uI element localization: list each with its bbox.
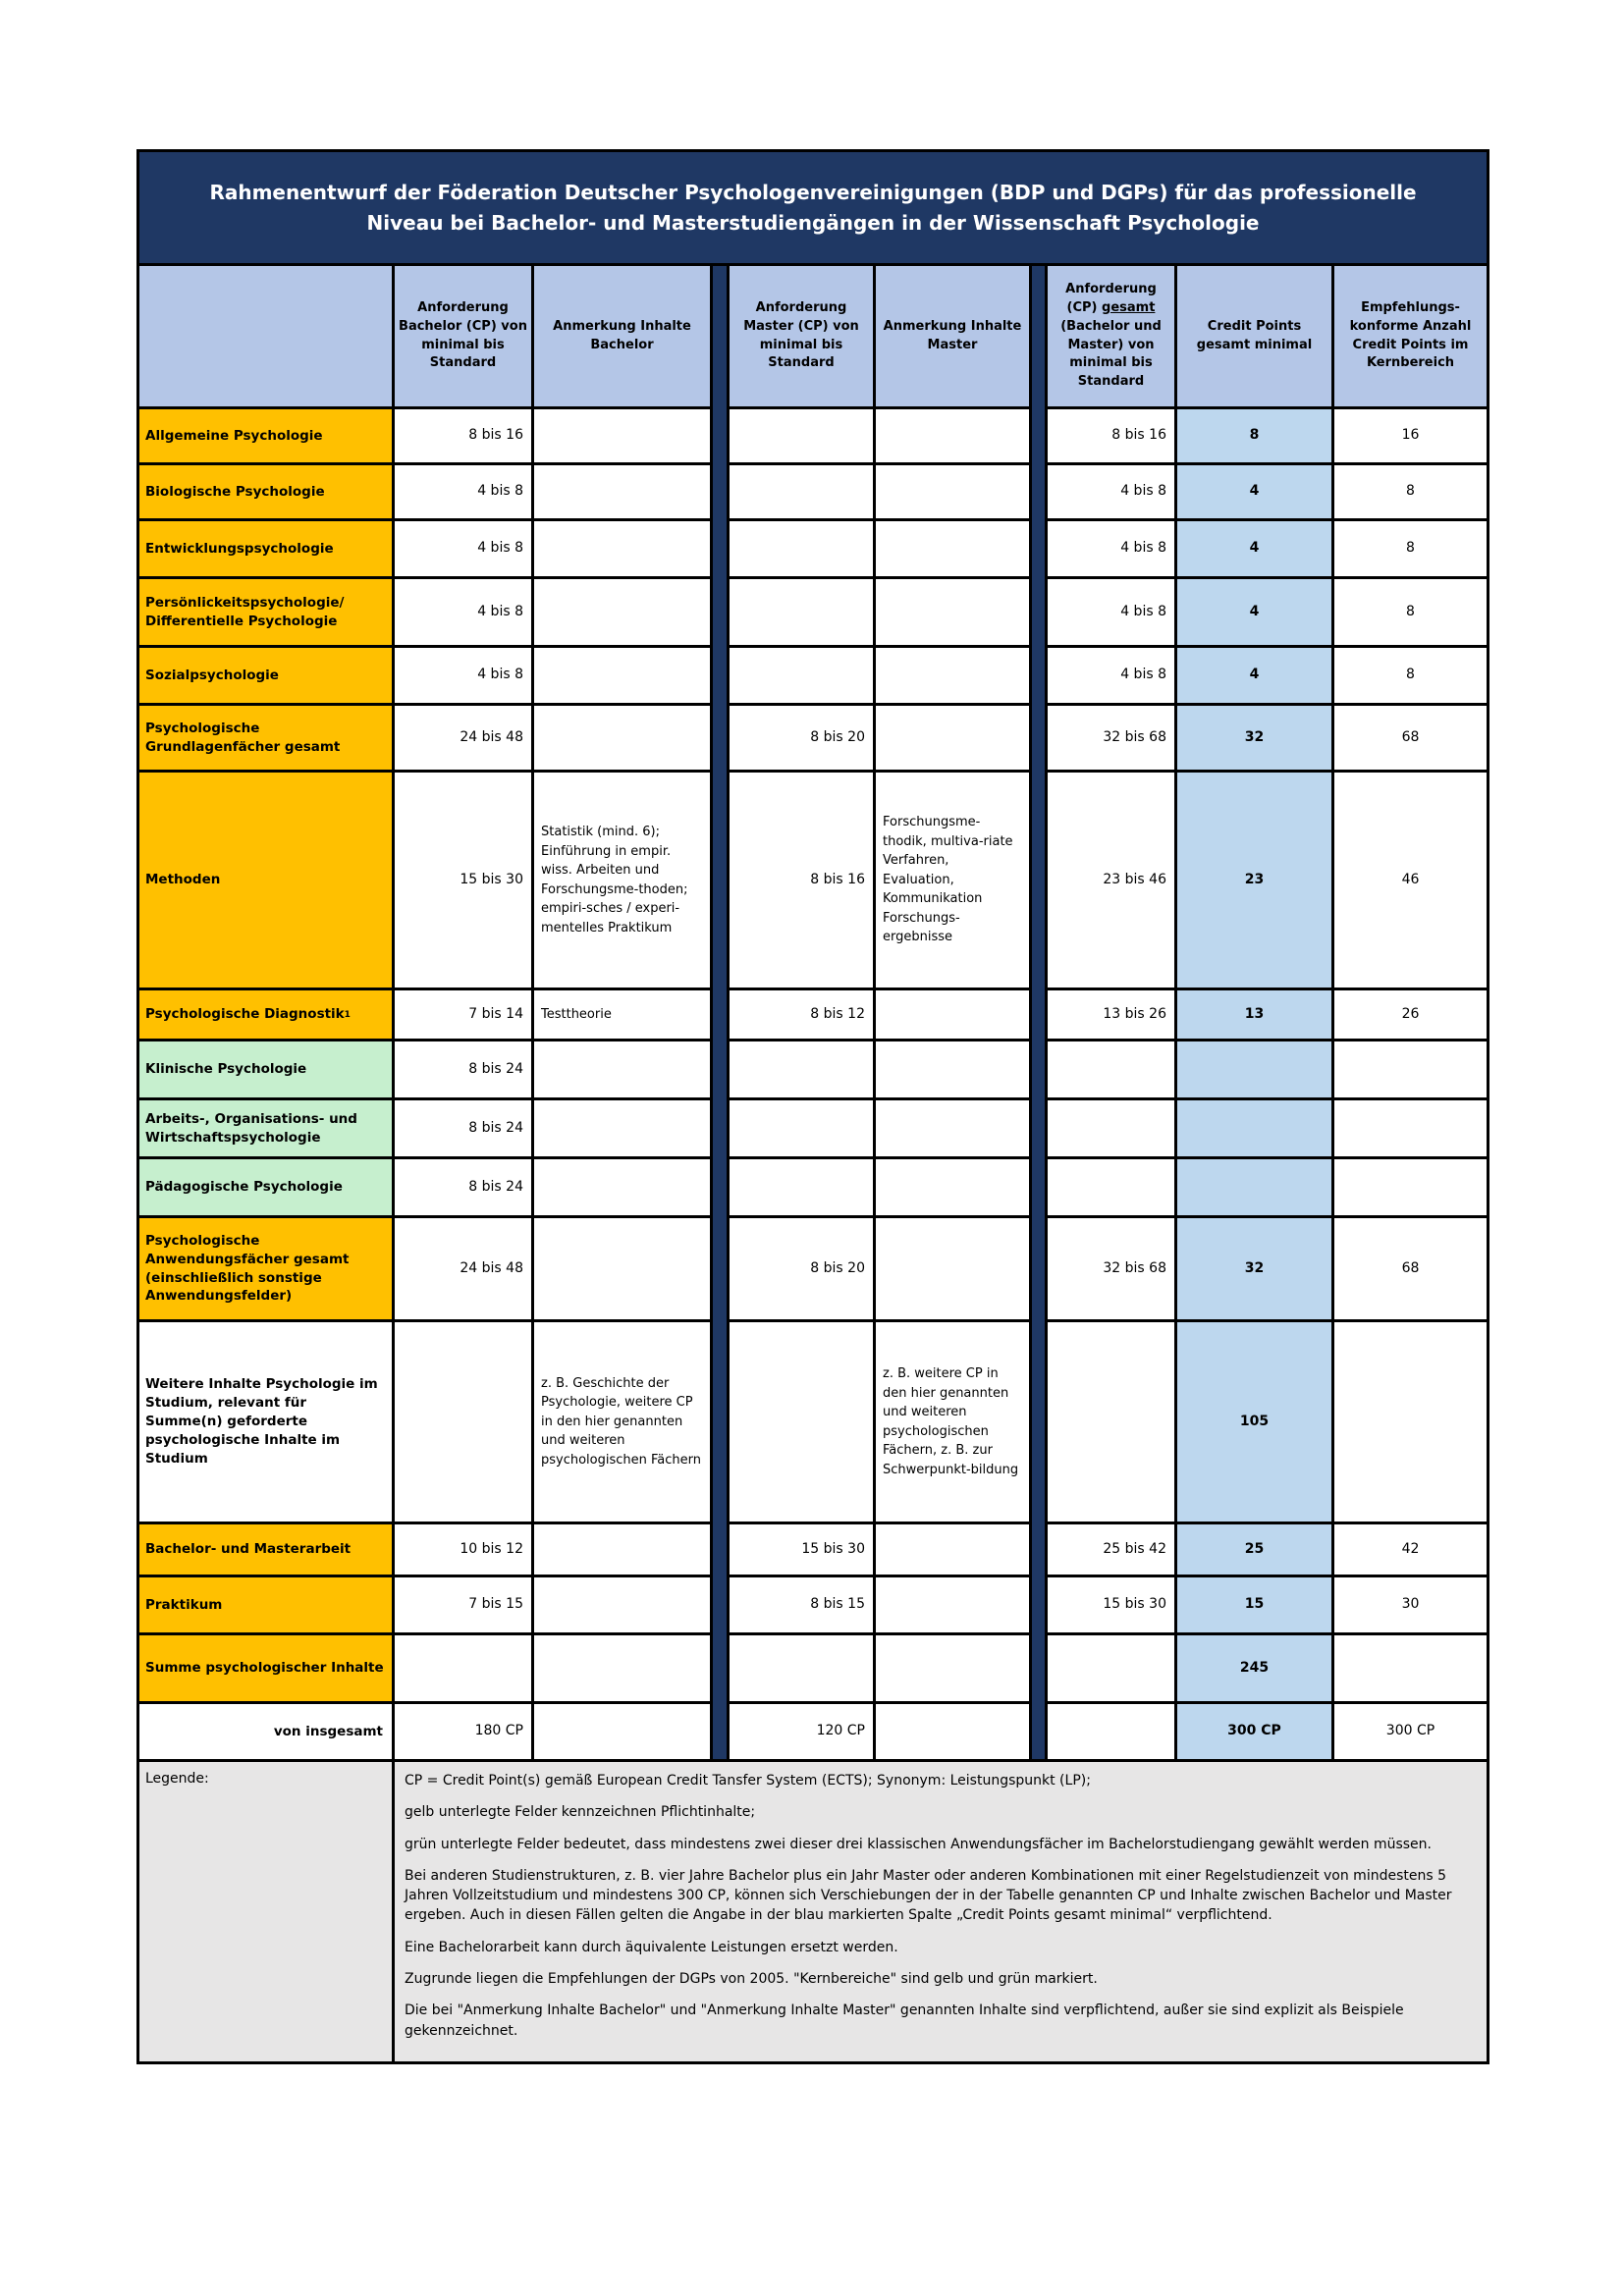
credit-points-minimal-cell: 4	[1177, 465, 1331, 518]
anmerkung-master-cell	[876, 1635, 1029, 1701]
empfehlung-cell	[1334, 1041, 1487, 1097]
gesamt-cp-cell: 23 bis 46	[1048, 773, 1174, 988]
anmerkung-master-cell	[876, 990, 1029, 1039]
master-cp-cell	[730, 1322, 873, 1522]
header-gesamt-part: gesamt	[1102, 299, 1156, 315]
bachelor-cp-cell: 7 bis 15	[395, 1577, 531, 1632]
master-cp-cell: 120 CP	[730, 1704, 873, 1759]
empfehlung-cell: 16	[1334, 409, 1487, 462]
anmerkung-bachelor-cell	[534, 409, 710, 462]
master-cp-cell: 8 bis 20	[730, 1218, 873, 1319]
row-label-cell	[139, 1524, 392, 1575]
row-label-text: Entwicklungspsychologie	[145, 540, 334, 557]
row-label-text: Weitere Inhalte Psychologie im Studium, relevant für Summe(n) geforderte psychologische Inhalte im Studium	[145, 1376, 378, 1467]
anmerkung-master-cell	[876, 1041, 1029, 1097]
master-cp-cell	[730, 409, 873, 462]
anmerkung-bachelor-cell	[534, 521, 710, 576]
bachelor-cp-cell: 4 bis 8	[395, 579, 531, 645]
credit-points-minimal-cell: 32	[1177, 1218, 1331, 1319]
separator-column	[1032, 266, 1045, 1759]
row-label-cell	[139, 1704, 392, 1759]
master-cp-cell: 8 bis 12	[730, 990, 873, 1039]
row-label-cell	[139, 521, 392, 576]
document-title	[139, 152, 1487, 263]
credit-points-minimal-cell: 4	[1177, 579, 1331, 645]
empfehlung-cell: 26	[1334, 990, 1487, 1039]
anmerkung-master-cell	[876, 1524, 1029, 1575]
anmerkung-master-cell	[876, 579, 1029, 645]
anmerkung-master-cell: z. B. weitere CP in den hier genannten und weiteren psychologischen Fächern, z. B. zur Schwerpunkt-bildung	[876, 1322, 1029, 1522]
bachelor-cp-cell: 4 bis 8	[395, 465, 531, 518]
bachelor-cp-cell: 8 bis 24	[395, 1159, 531, 1215]
anmerkung-master-cell	[876, 465, 1029, 518]
empfehlung-cell: 8	[1334, 521, 1487, 576]
row-label-text: Psychologische Anwendungsfächer gesamt (einschließlich sonstige Anwendungsfelder)	[145, 1232, 350, 1305]
document-title-line1: Rahmenentwurf der Föderation Deutscher Psychologenvereinigungen (BDP und DGPs) für das professionelle	[209, 180, 1417, 204]
bachelor-cp-cell: 4 bis 8	[395, 521, 531, 576]
legend-paragraph: Bei anderen Studienstrukturen, z. B. vier Jahre Bachelor plus ein Jahr Master oder anderen Kombinationen mit einer Regelstudienzeit von mindestens 5 Jahren Vollzeitstudium und mindestens 300 CP, können sich Verschiebungen der in der Tabelle genannten CP und Inhalte zwischen Bachelor und Master ergeben. Auch in diesen Fällen gelten die Angabe in der blau markierten Spalte „Credit Points gesamt minimal“ verpflichtend.	[405, 1867, 1452, 1924]
row-label-text: Persönlickeitspsychologie/ Differentielle Psychologie	[145, 594, 345, 629]
anmerkung-bachelor-cell	[534, 1577, 710, 1632]
separator-column	[713, 266, 727, 1759]
empfehlung-cell: 300 CP	[1334, 1704, 1487, 1759]
empfehlung-cell: 68	[1334, 1218, 1487, 1319]
legend-label-cell: Legende:	[139, 1762, 392, 2061]
row-label-text: von insgesamt	[273, 1723, 383, 1739]
header-cell-gesamt-cp	[1048, 266, 1174, 406]
gesamt-cp-cell	[1048, 1322, 1174, 1522]
anmerkung-bachelor-cell: Testtheorie	[534, 990, 710, 1039]
credit-points-minimal-cell: 23	[1177, 773, 1331, 988]
gesamt-cp-cell: 13 bis 26	[1048, 990, 1174, 1039]
header-cell-credit-points-minimal: Credit Points gesamt minimal	[1177, 266, 1331, 406]
header-cell-row-labels	[139, 266, 392, 406]
row-label-text: Klinische Psychologie	[145, 1061, 307, 1078]
anmerkung-bachelor-cell	[534, 1704, 710, 1759]
gesamt-cp-cell: 8 bis 16	[1048, 409, 1174, 462]
legend-paragraph: Eine Bachelorarbeit kann durch äquivalente Leistungen ersetzt werden.	[405, 1939, 898, 1955]
row-label-cell	[139, 1159, 392, 1215]
row-label-cell	[139, 1577, 392, 1632]
credit-points-table	[136, 149, 1489, 2064]
anmerkung-bachelor-cell	[534, 1218, 710, 1319]
header-gesamt-text	[1051, 281, 1171, 392]
gesamt-cp-cell: 4 bis 8	[1048, 579, 1174, 645]
header-gesamt-part: (Bachelor und Master) von minimal bis Standard	[1060, 318, 1162, 390]
row-label-cell	[139, 648, 392, 703]
gesamt-cp-cell: 4 bis 8	[1048, 465, 1174, 518]
row-label-cell	[139, 773, 392, 988]
gesamt-cp-cell	[1048, 1041, 1174, 1097]
gesamt-cp-cell	[1048, 1159, 1174, 1215]
row-label-cell	[139, 579, 392, 645]
row-label-text: Methoden	[145, 872, 221, 888]
anmerkung-bachelor-cell	[534, 1159, 710, 1215]
master-cp-cell	[730, 648, 873, 703]
anmerkung-master-cell	[876, 706, 1029, 770]
gesamt-cp-cell: 32 bis 68	[1048, 706, 1174, 770]
empfehlung-cell: 8	[1334, 465, 1487, 518]
master-cp-cell	[730, 1159, 873, 1215]
header-cell-empfehlung: Empfehlungs-konforme Anzahl Credit Points im Kernbereich	[1334, 266, 1487, 406]
credit-points-minimal-cell	[1177, 1159, 1331, 1215]
credit-points-minimal-cell: 105	[1177, 1322, 1331, 1522]
credit-points-minimal-cell: 4	[1177, 521, 1331, 576]
row-label-text: Arbeits-, Organisations- und Wirtschaftspsychologie	[145, 1110, 357, 1146]
row-label-text: Allgemeine Psychologie	[145, 427, 323, 444]
bachelor-cp-cell: 7 bis 14	[395, 990, 531, 1039]
legend-paragraph: Die bei "Anmerkung Inhalte Bachelor" und "Anmerkung Inhalte Master" genannten Inhalte sind verpflichtend, außer sie sind explizit als Beispiele gekennzeichnet.	[405, 2002, 1404, 2039]
header-cell-master-cp: Anforderung Master (CP) von minimal bis Standard	[730, 266, 873, 406]
legend-paragraph: gelb unterlegte Felder kennzeichnen Pflichtinhalte;	[405, 1804, 756, 1821]
anmerkung-bachelor-cell	[534, 1100, 710, 1156]
legend-paragraph: grün unterlegte Felder bedeutet, dass mindestens zwei dieser drei klassischen Anwendungsfächer im Bachelorstudiengang gewählt werden müssen.	[405, 1836, 1432, 1852]
master-cp-cell	[730, 465, 873, 518]
anmerkung-master-cell	[876, 648, 1029, 703]
bachelor-cp-cell: 180 CP	[395, 1704, 531, 1759]
empfehlung-cell	[1334, 1635, 1487, 1701]
gesamt-cp-cell: 4 bis 8	[1048, 521, 1174, 576]
gesamt-cp-cell	[1048, 1635, 1174, 1701]
empfehlung-cell: 8	[1334, 579, 1487, 645]
master-cp-cell	[730, 521, 873, 576]
header-gesamt-part: Anforderung (CP)	[1065, 281, 1157, 315]
row-label-cell	[139, 1322, 392, 1522]
bachelor-cp-cell: 8 bis 16	[395, 409, 531, 462]
row-label-text: Praktikum	[145, 1596, 223, 1613]
bachelor-cp-cell: 24 bis 48	[395, 1218, 531, 1319]
anmerkung-master-cell	[876, 1218, 1029, 1319]
bachelor-cp-cell	[395, 1322, 531, 1522]
credit-points-minimal-cell: 245	[1177, 1635, 1331, 1701]
row-label-text: Psychologische Diagnostik	[145, 1006, 345, 1023]
empfehlung-cell: 68	[1334, 706, 1487, 770]
credit-points-minimal-cell: 300 CP	[1177, 1704, 1331, 1759]
bachelor-cp-cell: 4 bis 8	[395, 648, 531, 703]
anmerkung-bachelor-cell	[534, 648, 710, 703]
header-cell-bachelor-cp: Anforderung Bachelor (CP) von minimal bis Standard	[395, 266, 531, 406]
empfehlung-cell: 46	[1334, 773, 1487, 988]
row-label-cell	[139, 1635, 392, 1701]
master-cp-cell: 15 bis 30	[730, 1524, 873, 1575]
master-cp-cell	[730, 1100, 873, 1156]
bachelor-cp-cell: 24 bis 48	[395, 706, 531, 770]
row-label-cell	[139, 409, 392, 462]
anmerkung-bachelor-cell	[534, 1041, 710, 1097]
row-label-text: Pädagogische Psychologie	[145, 1179, 343, 1196]
credit-points-minimal-cell: 13	[1177, 990, 1331, 1039]
anmerkung-bachelor-cell	[534, 1635, 710, 1701]
credit-points-minimal-cell: 25	[1177, 1524, 1331, 1575]
anmerkung-bachelor-cell	[534, 465, 710, 518]
credit-points-minimal-cell: 8	[1177, 409, 1331, 462]
empfehlung-cell: 42	[1334, 1524, 1487, 1575]
anmerkung-master-cell	[876, 1159, 1029, 1215]
empfehlung-cell: 8	[1334, 648, 1487, 703]
gesamt-cp-cell: 4 bis 8	[1048, 648, 1174, 703]
master-cp-cell: 8 bis 16	[730, 773, 873, 988]
row-label-text: Bachelor- und Masterarbeit	[145, 1541, 352, 1558]
master-cp-cell: 8 bis 20	[730, 706, 873, 770]
row-label-cell	[139, 1100, 392, 1156]
anmerkung-bachelor-cell	[534, 1524, 710, 1575]
row-label-cell	[139, 465, 392, 518]
gesamt-cp-cell: 15 bis 30	[1048, 1577, 1174, 1632]
anmerkung-master-cell: Forschungsme-thodik, multiva-riate Verfahren, Evaluation, Kommunikation Forschungs-ergebnisse	[876, 773, 1029, 988]
header-cell-anmerkung-master: Anmerkung Inhalte Master	[876, 266, 1029, 406]
row-label-text: Sozialpsychologie	[145, 667, 279, 683]
master-cp-cell: 8 bis 15	[730, 1577, 873, 1632]
anmerkung-master-cell	[876, 521, 1029, 576]
row-label-cell	[139, 706, 392, 770]
gesamt-cp-cell	[1048, 1100, 1174, 1156]
anmerkung-bachelor-cell: Statistik (mind. 6); Einführung in empir. wiss. Arbeiten und Forschungsme-thoden; empiri-sches / experi-mentelles Praktikum	[534, 773, 710, 988]
bachelor-cp-cell: 8 bis 24	[395, 1041, 531, 1097]
row-label-cell: Psychologische Diagnostik 1	[139, 990, 392, 1039]
document-title-line2: Niveau bei Bachelor- und Masterstudiengängen in der Wissenschaft Psychologie	[366, 210, 1260, 235]
anmerkung-master-cell	[876, 1577, 1029, 1632]
bachelor-cp-cell: 10 bis 12	[395, 1524, 531, 1575]
credit-points-minimal-cell: 15	[1177, 1577, 1331, 1632]
credit-points-minimal-cell: 32	[1177, 706, 1331, 770]
credit-points-minimal-cell	[1177, 1100, 1331, 1156]
empfehlung-cell	[1334, 1100, 1487, 1156]
legend-body-cell	[395, 1762, 1487, 2061]
bachelor-cp-cell: 8 bis 24	[395, 1100, 531, 1156]
master-cp-cell	[730, 1635, 873, 1701]
row-label-text: Summe psychologischer Inhalte	[145, 1660, 384, 1677]
master-cp-cell	[730, 579, 873, 645]
anmerkung-bachelor-cell	[534, 706, 710, 770]
credit-points-minimal-cell	[1177, 1041, 1331, 1097]
anmerkung-master-cell	[876, 1704, 1029, 1759]
master-cp-cell	[730, 1041, 873, 1097]
row-label-text: Psychologische Grundlagenfächer gesamt	[145, 720, 341, 755]
credit-points-minimal-cell: 4	[1177, 648, 1331, 703]
anmerkung-bachelor-cell: z. B. Geschichte der Psychologie, weitere CP in den hier genannten und weiteren psychologischen Fächern	[534, 1322, 710, 1522]
empfehlung-cell: 30	[1334, 1577, 1487, 1632]
row-label-cell	[139, 1041, 392, 1097]
bachelor-cp-cell: 15 bis 30	[395, 773, 531, 988]
legend-paragraph: Zugrunde liegen die Empfehlungen der DGPs von 2005. "Kernbereiche" sind gelb und grün markiert.	[405, 1971, 1098, 1988]
gesamt-cp-cell: 32 bis 68	[1048, 1218, 1174, 1319]
gesamt-cp-cell	[1048, 1704, 1174, 1759]
gesamt-cp-cell: 25 bis 42	[1048, 1524, 1174, 1575]
row-label-text: Biologische Psychologie	[145, 483, 325, 500]
empfehlung-cell	[1334, 1159, 1487, 1215]
header-cell-anmerkung-bachelor: Anmerkung Inhalte Bachelor	[534, 266, 710, 406]
anmerkung-bachelor-cell	[534, 579, 710, 645]
bachelor-cp-cell	[395, 1635, 531, 1701]
empfehlung-cell	[1334, 1322, 1487, 1522]
row-label-cell	[139, 1218, 392, 1319]
anmerkung-master-cell	[876, 409, 1029, 462]
anmerkung-master-cell	[876, 1100, 1029, 1156]
legend-paragraph: CP = Credit Point(s) gemäß European Credit Tansfer System (ECTS); Synonym: Leistungspunkt (LP);	[405, 1773, 1091, 1789]
